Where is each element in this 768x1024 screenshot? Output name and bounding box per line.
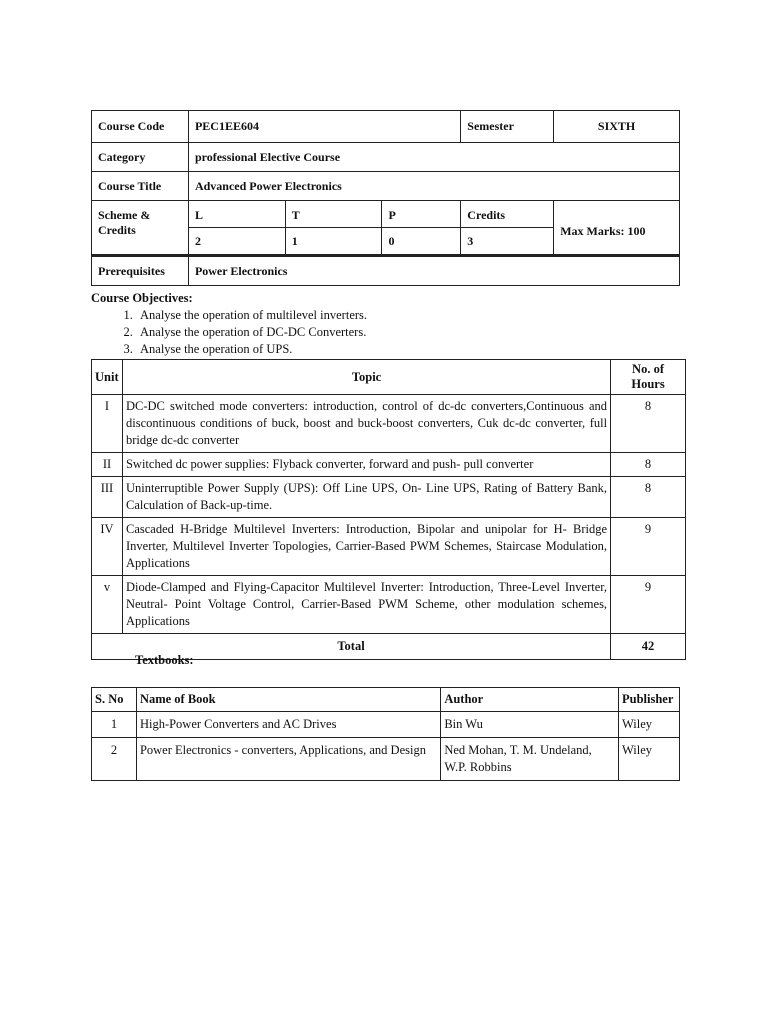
author-header: Author bbox=[441, 688, 619, 712]
unit-hours: 9 bbox=[611, 576, 686, 634]
objective-item: 2. Analyse the operation of DC-DC Converters. bbox=[136, 324, 367, 341]
table-row bbox=[92, 518, 686, 576]
unit-header: Unit bbox=[92, 360, 123, 395]
semester-value: SIXTH bbox=[554, 111, 680, 143]
publisher-header: Publisher bbox=[618, 688, 679, 712]
table-row bbox=[92, 738, 680, 781]
textbooks-heading: Textbooks: bbox=[135, 653, 194, 667]
unit-topic: DC-DC switched mode converters: introduction, control of dc-dc converters,Continuous and discontinuous conditions of buck, boost and buck-boost converters, Cuk dc-dc converter, full bridge dc-dc converter bbox=[122, 395, 610, 453]
table-row bbox=[92, 477, 686, 518]
unit-hours: 8 bbox=[611, 453, 686, 477]
p-label: P bbox=[382, 201, 461, 228]
objective-item: 1. Analyse the operation of multilevel inverters. bbox=[136, 307, 367, 324]
t-label: T bbox=[285, 201, 382, 228]
course-code-row bbox=[92, 111, 680, 143]
category-value: professional Elective Course bbox=[188, 143, 679, 172]
topic-header: Topic bbox=[122, 360, 610, 395]
table-row bbox=[92, 395, 686, 453]
prerequisites-label: Prerequisites bbox=[92, 256, 189, 286]
sno-header: S. No bbox=[92, 688, 137, 712]
prerequisites-value: Power Electronics bbox=[188, 256, 679, 286]
category-label: Category bbox=[92, 143, 189, 172]
unit-number: v bbox=[92, 576, 123, 634]
book-publisher: Wiley bbox=[618, 738, 679, 781]
objectives-list bbox=[91, 307, 367, 358]
book-publisher: Wiley bbox=[618, 712, 679, 738]
credits-value: 3 bbox=[461, 228, 554, 256]
unit-topic: Switched dc power supplies: Flyback converter, forward and push- pull converter bbox=[122, 453, 610, 477]
credits-label: Credits bbox=[461, 201, 554, 228]
l-value: 2 bbox=[188, 228, 285, 256]
unit-number: IV bbox=[92, 518, 123, 576]
objective-item: 3. Analyse the operation of UPS. bbox=[136, 341, 367, 358]
objectives-heading: Course Objectives: bbox=[91, 291, 193, 305]
l-label: L bbox=[188, 201, 285, 228]
table-row bbox=[92, 453, 686, 477]
course-title-value: Advanced Power Electronics bbox=[188, 172, 679, 201]
table-row bbox=[92, 712, 680, 738]
total-hours: 42 bbox=[611, 634, 686, 660]
book-name: Power Electronics - converters, Applications, and Design bbox=[136, 738, 440, 781]
book-author: Bin Wu bbox=[441, 712, 619, 738]
course-code-value: PEC1EE604 bbox=[188, 111, 460, 143]
unit-hours: 8 bbox=[611, 477, 686, 518]
unit-number: III bbox=[92, 477, 123, 518]
book-name-header: Name of Book bbox=[136, 688, 440, 712]
p-value: 0 bbox=[382, 228, 461, 256]
book-sno: 2 bbox=[92, 738, 137, 781]
scheme-label: Scheme & Credits bbox=[92, 201, 189, 256]
table-row bbox=[92, 576, 686, 634]
course-code-label: Course Code bbox=[92, 111, 189, 143]
syllabus-header-row bbox=[92, 360, 686, 395]
semester-label: Semester bbox=[461, 111, 554, 143]
prerequisites-row bbox=[92, 256, 680, 286]
scheme-header-row bbox=[92, 201, 680, 228]
course-title-row bbox=[92, 172, 680, 201]
category-row bbox=[92, 143, 680, 172]
course-info-table bbox=[91, 110, 680, 286]
total-label: Total bbox=[92, 634, 611, 660]
textbooks-header-row bbox=[92, 688, 680, 712]
course-objectives bbox=[91, 290, 367, 358]
book-sno: 1 bbox=[92, 712, 137, 738]
textbooks-table bbox=[91, 687, 680, 781]
unit-number: II bbox=[92, 453, 123, 477]
book-author: Ned Mohan, T. M. Undeland, W.P. Robbins bbox=[441, 738, 619, 781]
hours-header: No. of Hours bbox=[611, 360, 686, 395]
unit-topic: Cascaded H-Bridge Multilevel Inverters: Introduction, Bipolar and unipolar for H- Bridge Inverter, Multilevel Inverter Topologies, Carrier-Based PWM Schemes, Staircase Modulation, Applications bbox=[122, 518, 610, 576]
unit-hours: 9 bbox=[611, 518, 686, 576]
max-marks: Max Marks: 100 bbox=[554, 201, 680, 256]
unit-number: I bbox=[92, 395, 123, 453]
syllabus-table bbox=[91, 359, 686, 660]
t-value: 1 bbox=[285, 228, 382, 256]
unit-topic: Uninterruptible Power Supply (UPS): Off Line UPS, On- Line UPS, Rating of Battery Bank, Calculation of Back-up-time. bbox=[122, 477, 610, 518]
book-name: High-Power Converters and AC Drives bbox=[136, 712, 440, 738]
unit-topic: Diode-Clamped and Flying-Capacitor Multilevel Inverter: Introduction, Three-Level Inverter, Neutral- Point Voltage Control, Carrier-Based PWM Scheme, other modulation schemes, Applications bbox=[122, 576, 610, 634]
course-title-label: Course Title bbox=[92, 172, 189, 201]
unit-hours: 8 bbox=[611, 395, 686, 453]
